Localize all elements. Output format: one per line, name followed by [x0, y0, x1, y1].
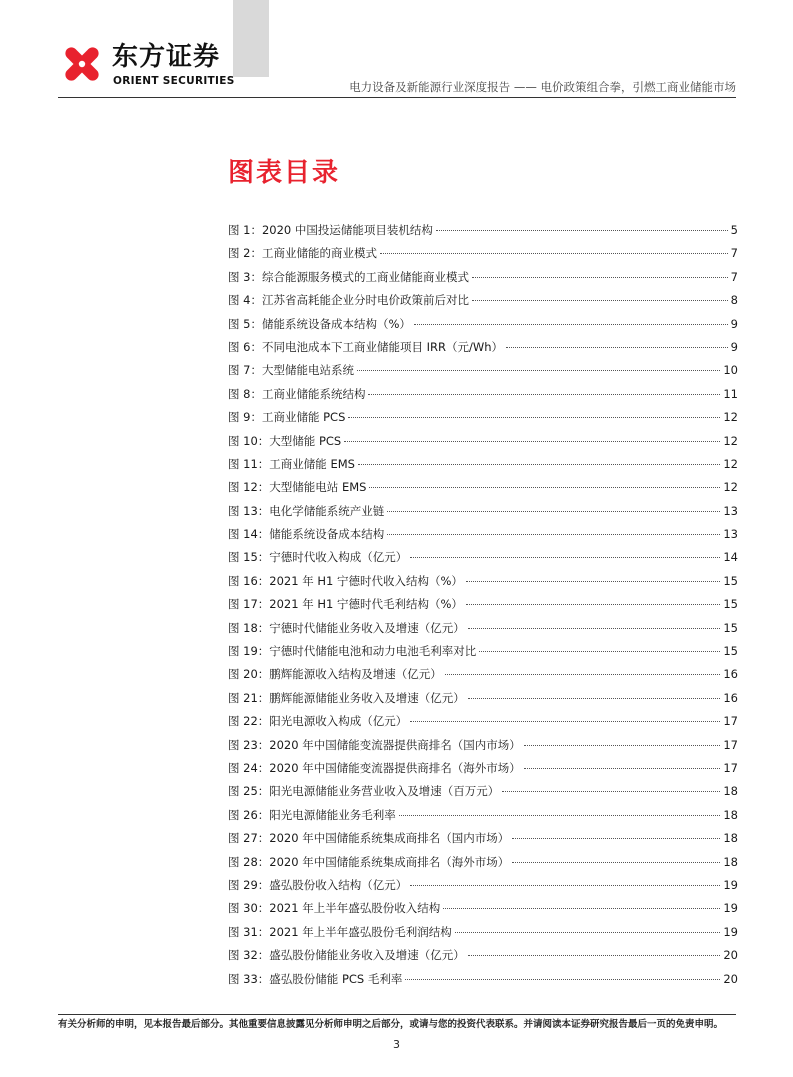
toc-entry-page: 18 [723, 831, 738, 846]
toc-entry-page: 12 [723, 433, 738, 448]
toc-entry-title: 图 5：储能系统设备成本结构（%） [228, 316, 411, 331]
toc-entry-title: 图 26：阳光电源储能业务毛利率 [228, 807, 396, 822]
toc-entry-page: 20 [723, 971, 738, 986]
footer-divider [58, 1014, 736, 1015]
toc-entry-page: 18 [723, 854, 738, 869]
toc-dot-leader [468, 698, 721, 699]
report-title: 电力设备及新能源行业深度报告 —— 电价政策组合拳，引燃工商业储能市场 [349, 80, 736, 94]
footer-disclaimer: 有关分析师的申明，见本报告最后部分。其他重要信息披露见分析师申明之后部分，或请与您的投资代表联系。并请阅读本证券研究报告最后一页的免责申明。 [58, 1019, 724, 1030]
toc-entry-title: 图 8：工商业储能系统结构 [228, 386, 366, 401]
toc-entry-title: 图 30：2021 年上半年盛弘股份收入结构 [228, 901, 441, 916]
toc-entry[interactable] [228, 900, 738, 923]
orient-securities-logo-icon [58, 40, 106, 88]
toc-entry-page: 19 [723, 924, 738, 939]
toc-entry[interactable] [228, 924, 738, 947]
toc-entry[interactable] [228, 737, 738, 760]
toc-entry-page: 16 [723, 690, 738, 705]
toc-entry-page: 19 [723, 901, 738, 916]
toc-dot-leader [468, 628, 721, 629]
toc-entry-page: 15 [723, 644, 738, 659]
toc-entry-title: 图 27：2020 年中国储能系统集成商排名（国内市场） [228, 831, 510, 846]
toc-dot-leader [414, 324, 728, 325]
toc-entry-title: 图 14：储能系统设备成本结构 [228, 527, 385, 542]
toc-dot-leader [524, 768, 721, 769]
toc-entry[interactable] [228, 386, 738, 409]
toc-entry-page: 9 [730, 339, 738, 354]
toc-entry-page: 13 [723, 527, 738, 542]
toc-entry[interactable] [228, 947, 738, 970]
brand-name-en: ORIENT SECURITIES [113, 75, 235, 87]
toc-entry-title: 图 13：电化学储能系统产业链 [228, 503, 385, 518]
toc-dot-leader [436, 230, 728, 231]
toc-entry-title: 图 22：阳光电源收入构成（亿元） [228, 714, 408, 729]
toc-entry-title: 图 19：宁德时代储能电池和动力电池毛利率对比 [228, 644, 477, 659]
toc-entry-title: 图 11：工商业储能 EMS [228, 456, 355, 471]
toc-entry-page: 20 [723, 948, 738, 963]
toc-entry[interactable] [228, 292, 738, 315]
toc-entry-page: 15 [723, 573, 738, 588]
toc-entry-title: 图 31：2021 年上半年盛弘股份毛利润结构 [228, 924, 452, 939]
toc-entry-page: 17 [723, 760, 738, 775]
toc-entry-page: 15 [723, 620, 738, 635]
toc-entry[interactable] [228, 760, 738, 783]
toc-entry-title: 图 23：2020 年中国储能变流器提供商排名（国内市场） [228, 737, 521, 752]
toc-dot-leader [512, 862, 720, 863]
toc-dot-leader [466, 581, 720, 582]
toc-dot-leader [410, 557, 720, 558]
toc-dot-leader [358, 464, 720, 465]
toc-dot-leader [472, 277, 728, 278]
toc-entry-page: 18 [723, 784, 738, 799]
toc-entry[interactable] [228, 807, 738, 830]
toc-dot-leader [348, 417, 720, 418]
toc-entry-title: 图 21：鹏辉能源储能业务收入及增速（亿元） [228, 690, 465, 705]
toc-entry-title: 图 7：大型储能电站系统 [228, 363, 354, 378]
toc-entry-title: 图 12：大型储能电站 EMS [228, 480, 367, 495]
toc-entry-page: 15 [723, 597, 738, 612]
toc-entry-title: 图 6：不同电池成本下工商业储能项目 IRR（元/Wh） [228, 339, 504, 354]
toc-entry[interactable] [228, 339, 738, 362]
toc-dot-leader [472, 300, 728, 301]
toc-entry-page: 12 [723, 410, 738, 425]
toc-entry-page: 18 [723, 807, 738, 822]
toc-entry[interactable] [228, 479, 738, 502]
toc-entry-page: 8 [730, 293, 738, 308]
toc-dot-leader [445, 674, 721, 675]
toc-entry[interactable] [228, 316, 738, 339]
toc-entry-title: 图 25：阳光电源储能业务营业收入及增速（百万元） [228, 784, 500, 799]
toc-entry[interactable] [228, 526, 738, 549]
toc-entry-title: 图 2：工商业储能的商业模式 [228, 246, 377, 261]
toc-dot-leader [410, 721, 720, 722]
toc-entry[interactable] [228, 666, 738, 689]
brand-name-cn: 东方证券 [112, 42, 221, 72]
toc-entry-page: 19 [723, 877, 738, 892]
toc-entry-page: 12 [723, 456, 738, 471]
toc-entry-page: 10 [723, 363, 738, 378]
toc-entry-title: 图 16：2021 年 H1 宁德时代收入结构（%） [228, 573, 463, 588]
toc-entry-title: 图 32：盛弘股份储能业务收入及增速（亿元） [228, 948, 465, 963]
toc-dot-leader [357, 370, 720, 371]
toc-entry[interactable] [228, 783, 738, 806]
toc-entry-page: 9 [730, 316, 738, 331]
figure-toc-list [228, 222, 738, 994]
toc-entry-title: 图 28：2020 年中国储能系统集成商排名（海外市场） [228, 854, 510, 869]
toc-dot-leader [368, 394, 720, 395]
toc-entry[interactable] [228, 596, 738, 619]
header-divider [58, 97, 736, 98]
toc-entry-page: 13 [723, 503, 738, 518]
toc-dot-leader [387, 534, 720, 535]
toc-entry[interactable] [228, 269, 738, 292]
toc-entry-page: 7 [730, 246, 738, 261]
toc-entry-page: 16 [723, 667, 738, 682]
toc-heading: 图表目录 [228, 158, 341, 188]
toc-dot-leader [369, 487, 720, 488]
toc-entry-title: 图 17：2021 年 H1 宁德时代毛利结构（%） [228, 597, 463, 612]
toc-entry-title: 图 3：综合能源服务模式的工商业储能商业模式 [228, 269, 469, 284]
toc-dot-leader [399, 815, 721, 816]
toc-dot-leader [512, 838, 720, 839]
toc-entry[interactable] [228, 549, 738, 572]
toc-entry[interactable] [228, 713, 738, 736]
toc-entry-page: 7 [730, 269, 738, 284]
toc-entry-page: 12 [723, 480, 738, 495]
toc-entry[interactable] [228, 433, 738, 456]
toc-entry[interactable] [228, 620, 738, 643]
toc-entry[interactable] [228, 877, 738, 900]
toc-dot-leader [466, 604, 720, 605]
toc-entry-title: 图 33：盛弘股份储能 PCS 毛利率 [228, 971, 403, 986]
toc-entry[interactable] [228, 971, 738, 994]
toc-dot-leader [506, 347, 728, 348]
toc-dot-leader [455, 932, 721, 933]
toc-entry-page: 17 [723, 714, 738, 729]
toc-dot-leader [479, 651, 720, 652]
toc-entry[interactable] [228, 690, 738, 713]
toc-entry-title: 图 20：鹏辉能源收入结构及增速（亿元） [228, 667, 442, 682]
toc-entry-page: 5 [730, 223, 738, 237]
toc-entry-title: 图 4：江苏省高耗能企业分时电价政策前后对比 [228, 293, 469, 308]
toc-dot-leader [387, 511, 720, 512]
toc-dot-leader [443, 908, 720, 909]
toc-entry[interactable] [228, 362, 738, 385]
toc-entry-page: 17 [723, 737, 738, 752]
toc-dot-leader [380, 253, 728, 254]
toc-entry-title: 图 15：宁德时代收入构成（亿元） [228, 550, 408, 565]
toc-entry[interactable] [228, 456, 738, 479]
toc-entry[interactable] [228, 830, 738, 853]
toc-entry-page: 14 [723, 550, 738, 565]
toc-entry[interactable] [228, 409, 738, 432]
toc-dot-leader [410, 885, 720, 886]
toc-dot-leader [344, 441, 720, 442]
toc-entry[interactable] [228, 643, 738, 666]
toc-entry[interactable] [228, 245, 738, 268]
toc-entry[interactable] [228, 854, 738, 877]
toc-dot-leader [524, 745, 721, 746]
toc-entry-title: 图 24：2020 年中国储能变流器提供商排名（海外市场） [228, 760, 521, 775]
page-number: 3 [393, 1038, 400, 1051]
toc-dot-leader [502, 791, 720, 792]
toc-entry-page: 11 [723, 386, 738, 401]
toc-entry[interactable] [228, 503, 738, 526]
toc-entry[interactable] [228, 573, 738, 596]
toc-entry[interactable] [228, 222, 738, 245]
toc-entry-title: 图 29：盛弘股份收入结构（亿元） [228, 877, 408, 892]
toc-entry-title: 图 1：2020 中国投运储能项目装机结构 [228, 223, 433, 237]
header-gray-bar [233, 0, 269, 77]
toc-dot-leader [468, 955, 721, 956]
toc-dot-leader [405, 979, 720, 980]
toc-entry-title: 图 10：大型储能 PCS [228, 433, 342, 448]
toc-entry-title: 图 18：宁德时代储能业务收入及增速（亿元） [228, 620, 465, 635]
toc-entry-title: 图 9：工商业储能 PCS [228, 410, 346, 425]
